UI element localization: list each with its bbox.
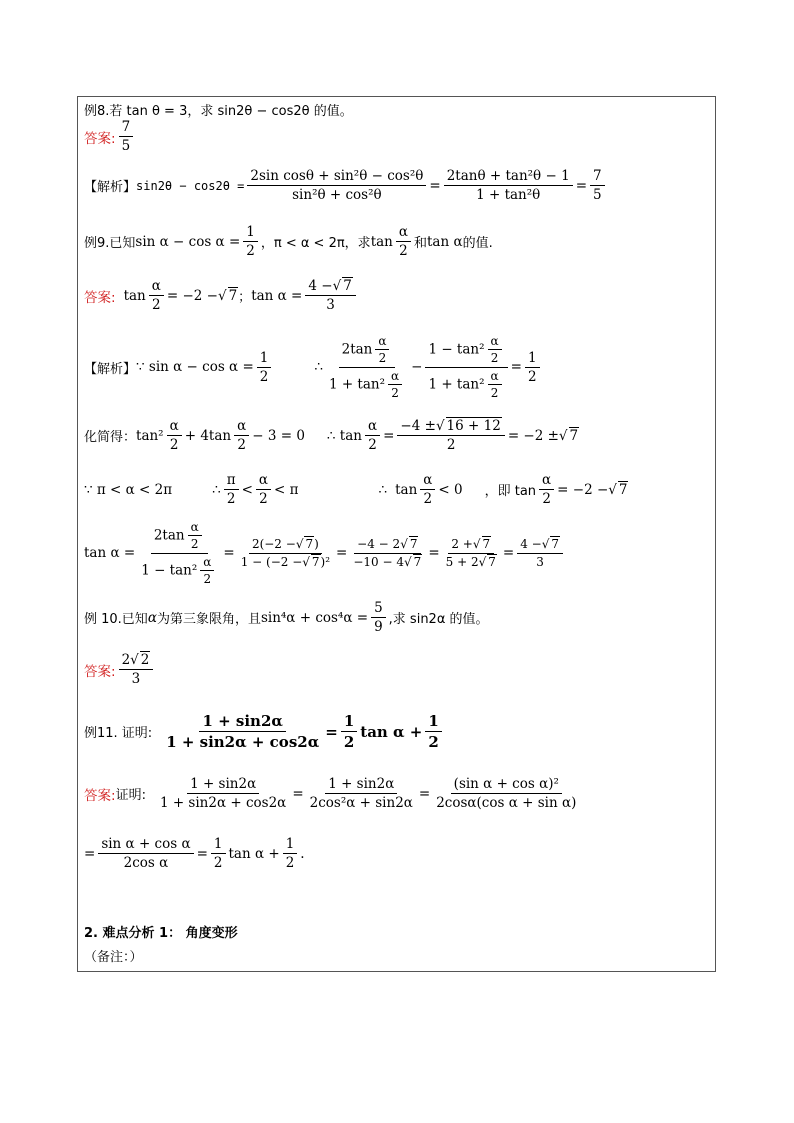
section-heading: 2. 难点分析 1： 角度变形 xyxy=(84,926,238,941)
example-9-solution-2: 化简得： tan² $\frac{\alpha}{2}$ + 4tan $\frac{\alpha}{2}$ − 3 = 0 ∴ tan $\frac{\alpha}{2}$ = $\frac{-4 \pm√ 16 + 12}{2}$ = −2 ± √ 7 xyxy=(84,418,579,453)
example-8-question: 例8.若 tan θ = 3，求 sin2θ − cos2θ 的值。 xyxy=(84,104,353,119)
example-9-solution-3: ∵ π < α < 2π ∴ $\frac{\pi}{2}$ < $\frac{\alpha}{2}$ < π ∴ tan $\frac{\alpha}{2}$ < 0 ，即 tan $\frac{\alpha}{2}$ = −2 − √ 7 xyxy=(84,472,628,507)
example-8-answer: 答案: $\frac{7}{5}$ xyxy=(84,119,136,154)
example-11-proof-line-2: = $\frac{\text{sin α + cos α}}{\text{2cos α}}$ = $\frac{1}{2}$ tan α + $\frac{1}{2}$ . xyxy=(84,836,305,872)
example-9-solution-1: 【解析】 ∵ sin α − cos α = $\frac{1}{2}$ ∴ 2tan $\frac{\alpha}{2}$ 1 + tan² $\frac{\alpha}{2}$ − 1 − tan² $\frac{\alpha}{2}$ 1 + tan² $\frac{\alpha}{2}$ = $\frac{1}{2}$ xyxy=(84,334,543,401)
example-9-answer: 答案: tan $\frac{\alpha}{2}$ = −2 − √ 7 ； tan α = $\frac{4 -√ 7}{3}$ xyxy=(84,278,359,313)
example-11-answer: 答案: 证明: $\frac{1 + \sin 2\alpha}{1 + \sin 2\alpha + \cos 2\alpha}$ = $\frac{1 + \sin 2\alpha}{\text{2cos²α + sin2α}}$ = $\frac{\text{(sin α + cos α)²}}{\text{2cosα(cos α + sin α)}}$ xyxy=(84,776,577,812)
section-note: （备注：） xyxy=(84,950,143,965)
example-9-solution-4: tan α = 2tan $\frac{\alpha}{2}$ 1 − tan² $\frac{\alpha}{2}$ = $\frac{2(-2 -√ 7)}{\text{1 − (−2 −√ 7)²}}$ = $\frac{-4 - 2√ 7}{-10 - 4√ 7}$ = $\frac{2 +√ 7}{5 + 2√ 7}$ = $\frac{4 -√ 7}{3}$ xyxy=(84,520,566,587)
example-10-question: 例 10.已知 α 为第三象限角，且 sin⁴α + cos⁴α = $\frac{5}{9}$ ,求 sin2α 的值。 xyxy=(84,600,489,636)
example-10-answer: 答案: $\frac{2√ 2}{3}$ xyxy=(84,652,156,687)
example-9-question: 例9.已知 sin α − cos α = $\frac{1}{2}$ ，π < α < 2π，求 tan $\frac{\alpha}{2}$ 和 tan α 的值. xyxy=(84,224,493,260)
example-8-solution: 【解析】 sin2θ − cos2θ = $\frac{\text{2sin cosθ + sin²θ − cos²θ}}{\text{sin²θ + cos²θ}}$ = $\frac{\text{2tanθ + tan²θ − 1}}{\text{1 + tan²θ}}$ = $\frac{7}{5}$ xyxy=(84,168,608,203)
example-11-question: 例11. 证明: $\frac{1 + \sin 2\alpha}{1 + \sin 2\alpha + \cos 2\alpha}$ = $\frac{1}{2}$ tan α + $\frac{1}{2}$ xyxy=(84,712,445,751)
